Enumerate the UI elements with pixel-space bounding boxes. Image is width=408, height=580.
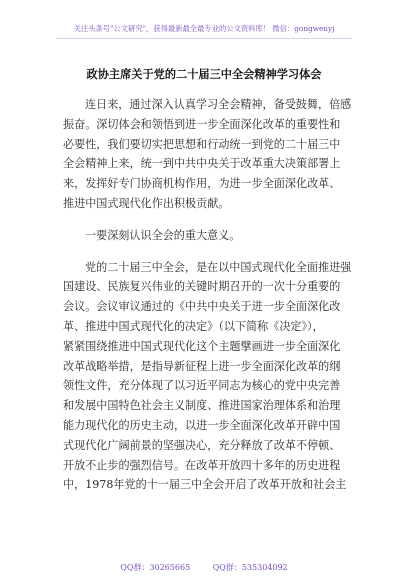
text-line: 党的二十届三中全会，是在以中国式现代化全面推进强: [85, 260, 352, 274]
text-line: 和发展中国特色社会主义制度、推进国家治理体系和治理: [63, 399, 341, 413]
header-divider: [56, 38, 352, 39]
text-line: 式现代化广阔前景的坚强决心，充分释放了改革不停顿、: [63, 438, 341, 452]
text-line: 革、推进中国式现代化的决定》（以下简称《决定》），: [63, 319, 324, 333]
header-promo-text: 关注头条号"公文研究"，获得最新最全最专业的公文资料库！ 微信：gongwenyj: [73, 24, 335, 33]
paragraph-intro: [63, 95, 355, 214]
text-line: 开放不止步的强烈信号。在改革开放四十多年的历史进程: [63, 458, 341, 472]
footer-contact: [0, 562, 408, 573]
text-line: 振奋。深切体会和领悟到进一步全面深化改革的重要性和: [63, 117, 341, 131]
document-title: 政协主席关于党的二十届三中全会精神学习体会: [86, 67, 322, 81]
text-line: 必要性，我们要切实把思想和行动统一到党的二十届三中: [63, 137, 341, 151]
text-line: 改革战略举措，是指导新征程上进一步全面深化改革的纲: [63, 359, 341, 373]
text-line: 推进中国式现代化作出积极贡献。: [63, 196, 230, 210]
text-line: 会议。会议审议通过的《中共中央关于进一步全面深化改: [63, 300, 341, 314]
text-line: 来，发挥好专门协商机构作用，为进一步全面深化改革、: [63, 177, 341, 191]
paragraph-significance: [63, 258, 355, 496]
text-line: 国建设、民族复兴伟业的关键时期召开的一次十分重要的: [63, 280, 341, 294]
document-body: [63, 95, 355, 495]
paragraph-heading: [63, 226, 355, 246]
text-line: 领性文件，充分体现了以习近平同志为核心的党中央完善: [63, 379, 341, 393]
text-line: 能力现代化的历史主动，以进一步全面深化改革开辟中国: [63, 418, 341, 432]
text-line: 紧紧围绕推进中国式现代化这个主题擘画进一步全面深化: [63, 339, 341, 353]
text-line: 全会精神上来，统一到中共中央关于改革重大决策部署上: [63, 157, 341, 171]
footer-qq-group-2: QQ群：535304092: [212, 563, 288, 572]
section-heading: 一要深刻认识全会的重大意义。: [85, 228, 241, 242]
footer-qq-group-1: QQ群：30265665: [120, 563, 191, 572]
text-line: 连日来，通过深入认真学习全会精神，备受鼓舞，倍感: [85, 98, 352, 111]
text-line: 中，1978年党的十一届三中全会开启了改革开放和社会主: [63, 478, 347, 492]
